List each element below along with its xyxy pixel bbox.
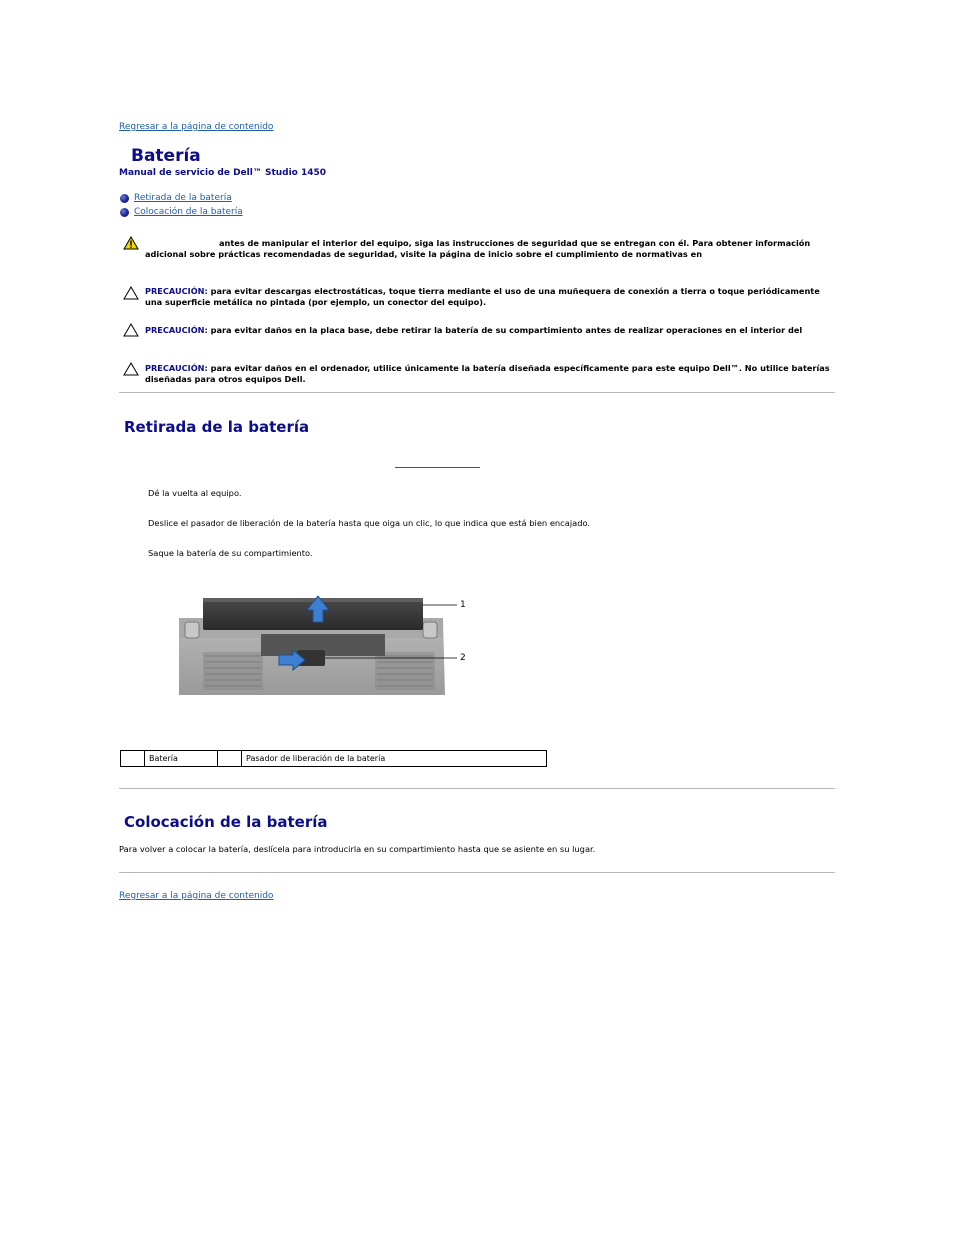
figure-callout-2: 2 <box>460 653 466 663</box>
caution-text: para evitar daños en la placa base, debe retirar la batería de su compartimiento antes de realizar operaciones en el interior del <box>207 325 803 335</box>
warning-icon <box>123 236 139 250</box>
table-row <box>121 751 547 767</box>
caution-notice-battery-type <box>145 363 833 384</box>
back-to-contents-link-top[interactable]: Regresar a la página de contenido <box>119 122 274 132</box>
removal-heading: Retirada de la batería <box>124 418 310 436</box>
toc-link-removal[interactable]: Retirada de la batería <box>134 193 232 203</box>
page-title: Batería <box>131 146 201 166</box>
figure-legend-table <box>120 750 547 767</box>
legend-label-2: Pasador de liberación de la batería <box>242 751 547 767</box>
caution-text: para evitar descargas electrostáticas, toque tierra mediante el uso de una muñequera de conexión a tierra o toque periódicamente una superficie metálica no pintada (por ejemplo, un conector del equipo). <box>145 286 820 307</box>
caution-icon <box>123 286 139 300</box>
battery-removal-figure <box>175 590 475 700</box>
caution-label: PRECAUCIÓN: <box>145 286 208 296</box>
step-1: Dé la vuelta al equipo. <box>148 488 242 498</box>
bullet-icon <box>120 194 129 203</box>
caution-icon <box>123 362 139 376</box>
warning-notice <box>145 238 833 259</box>
legend-num-1 <box>121 751 145 767</box>
page-subtitle: Manual de servicio de Dell™ Studio 1450 <box>119 168 327 178</box>
warning-text: antes de manipular el interior del equipo, siga las instrucciones de seguridad que se entregan con él. Para obtener información adicional sobre prácticas recomendadas de seguridad, visite la página de inicio sobre el cumplimiento de normativas en <box>145 238 811 259</box>
section-divider <box>119 392 835 393</box>
caution-icon <box>123 323 139 337</box>
caution-label: PRECAUCIÓN: <box>145 363 208 373</box>
procedure-link[interactable] <box>395 467 480 468</box>
legend-num-2 <box>218 751 242 767</box>
replacement-text: Para volver a colocar la batería, deslícela para introducirla en su compartimiento hasta que se asiente en su lugar. <box>119 844 596 854</box>
step-3: Saque la batería de su compartimiento. <box>148 548 313 558</box>
figure-callout-1: 1 <box>460 600 466 610</box>
toc-link-replacement[interactable]: Colocación de la batería <box>134 207 243 217</box>
caution-notice-motherboard <box>145 325 833 336</box>
replacement-heading: Colocación de la batería <box>124 813 328 831</box>
section-divider <box>119 788 835 789</box>
step-2: Deslice el pasador de liberación de la batería hasta que oiga un clic, lo que indica que está bien encajado. <box>148 518 591 528</box>
caution-text: para evitar daños en el ordenador, utilice únicamente la batería diseñada específicamente para este equipo Dell™. No utilice baterías diseñadas para otros equipos Dell. <box>145 363 830 384</box>
caution-notice-electrostatic <box>145 286 833 307</box>
section-divider <box>119 872 835 873</box>
caution-label: PRECAUCIÓN: <box>145 325 208 335</box>
legend-label-1: Batería <box>145 751 218 767</box>
bullet-icon <box>120 208 129 217</box>
back-to-contents-link-bottom[interactable]: Regresar a la página de contenido <box>119 891 274 901</box>
